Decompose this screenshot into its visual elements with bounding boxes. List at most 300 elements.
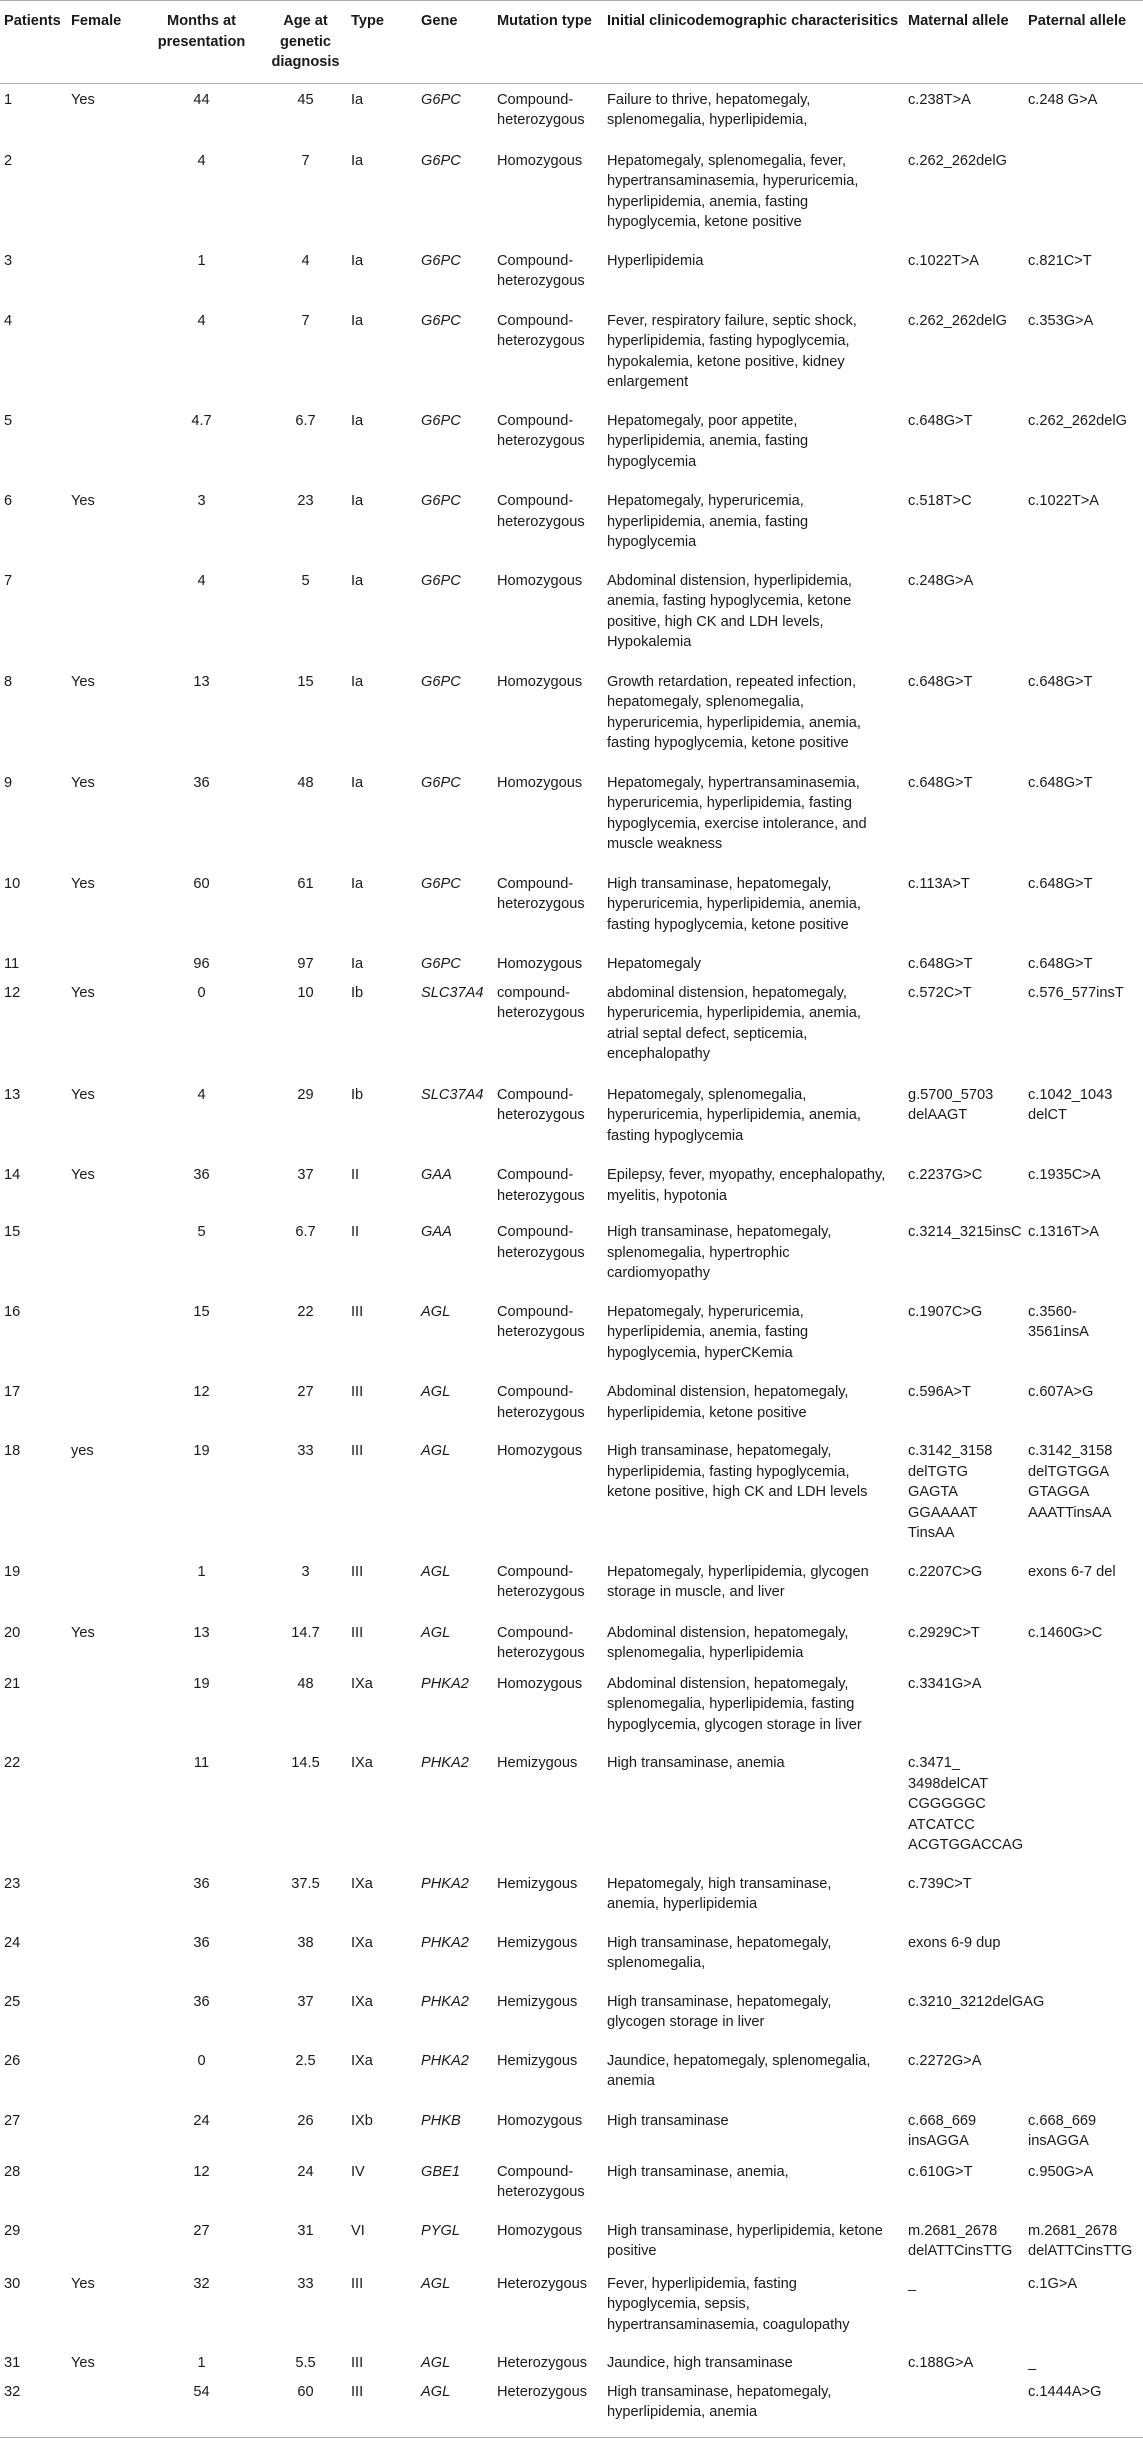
table-row (0, 2045, 1143, 2105)
header-type: Type (347, 1, 417, 84)
cell-gene: GBE1 (421, 2163, 460, 2180)
header-female: Female (67, 1, 139, 84)
cell-maternal-allele: c.113A>T (908, 875, 970, 892)
cell-maternal-allele: c.3210_3212delGAG (908, 1993, 1045, 2010)
cell-age: 31 (297, 2222, 314, 2239)
cell-maternal-allele: c.3471_ 3498delCAT CGGGGGC ATCATCC ACGTGGACCAG (908, 1755, 1024, 1853)
cell-characteristics: Hepatomegaly, hypertransaminasemia, hyperuricemia, hyperlipidemia, fasting hypoglycemia, exercise intolerance, and muscle weakness (607, 774, 867, 852)
cell-type: IXa (351, 1993, 373, 2010)
cell-months: 13 (193, 1624, 210, 1641)
cell-months: 36 (193, 774, 210, 791)
cell-gene: G6PC (421, 956, 461, 972)
cell-maternal-allele: exons 6-9 dup (908, 1934, 1001, 1951)
cell-female: Yes (71, 774, 95, 791)
cell-months: 24 (193, 2112, 210, 2129)
cell-patient: 29 (4, 2222, 21, 2239)
cell-mutation-type: Hemizygous (497, 1993, 578, 2010)
cell-maternal-allele: _ (908, 2275, 917, 2292)
cell-patient: 15 (4, 1224, 21, 1240)
cell-characteristics: High transaminase, hepatomegaly, hyperlipidemia, anemia (603, 2376, 904, 2438)
cell-gene: AGL (421, 1303, 451, 1320)
cell-age: 4 (301, 252, 310, 269)
cell-maternal-allele: c.518T>C (908, 493, 972, 509)
cell-type: Ia (351, 673, 364, 690)
cell-patient: 25 (4, 1993, 21, 2010)
cell-age: 15 (297, 673, 314, 690)
cell-months: 32 (193, 2275, 210, 2292)
cell-gene: G6PC (421, 673, 461, 690)
cell-age: 45 (297, 91, 314, 108)
cell-female: Yes (71, 1167, 95, 1183)
cell-type: III (351, 1443, 364, 1459)
cell-mutation-type: Heterozygous (493, 2376, 603, 2438)
cell-gene: PHKA2 (421, 1675, 469, 1692)
cell-patient: 32 (0, 2376, 67, 2438)
cell-months: 1 (197, 1563, 206, 1580)
cell-paternal-allele: c.648G>T (1028, 673, 1093, 690)
cell-characteristics: High transaminase, hepatomegaly, glycogen storage in liver (607, 1993, 832, 2030)
cell-maternal-allele: c.262_262delG (908, 312, 1007, 329)
table-row (0, 2156, 1143, 2215)
cell-type: IXb (351, 2112, 373, 2129)
cell-paternal-allele (1024, 1747, 1143, 1868)
cell-age: 29 (297, 1086, 314, 1103)
cell-mutation-type: Compound- heterozygous (497, 91, 585, 128)
cell-type: Ib (351, 984, 364, 1001)
cell-age: 48 (297, 774, 314, 791)
cell-mutation-type: Homozygous (497, 2222, 583, 2239)
cell-gene: AGL (421, 1443, 451, 1459)
cell-type: III (351, 2355, 364, 2371)
cell-characteristics: Hepatomegaly, hyperlipidemia, glycogen storage in muscle, and liver (607, 1563, 869, 1600)
cell-paternal-allele: c.648G>T (1028, 774, 1093, 791)
cell-gene: AGL (421, 2275, 451, 2292)
cell-type: III (351, 1303, 364, 1320)
cell-gene: AGL (421, 1624, 451, 1641)
cell-maternal-allele: c.572C>T (908, 984, 972, 1001)
cell-characteristics: Jaundice, hepatomegaly, splenomegalia, anemia (607, 2052, 871, 2089)
cell-paternal-allele: c.1316T>A (1028, 1224, 1099, 1240)
cell-type: III (351, 1624, 364, 1641)
cell-age: 37 (297, 1167, 314, 1183)
cell-female: Yes (71, 1086, 95, 1103)
cell-gene: PHKA2 (421, 1993, 469, 2010)
cell-paternal-allele: c.3142_3158 delTGTGGA GTAGGA AAATTinsAA (1028, 1443, 1113, 1521)
cell-maternal-allele: c.648G>T (908, 956, 973, 972)
cell-age: 48 (297, 1675, 314, 1692)
table-row (0, 767, 1143, 868)
cell-type: Ia (351, 493, 364, 509)
cell-female (67, 1986, 139, 2045)
table-row (0, 1216, 1143, 1296)
cell-months: 4.7 (191, 412, 212, 429)
cell-mutation-type: Homozygous (497, 2112, 583, 2129)
cell-female: Yes (71, 1624, 95, 1641)
table-row (0, 1617, 1143, 1668)
cell-paternal-allele (1024, 1927, 1143, 1986)
cell-female: Yes (71, 984, 95, 1001)
header-patients: Patients (0, 1, 67, 84)
cell-patient: 26 (4, 2052, 21, 2069)
cell-type: III (351, 2275, 364, 2292)
cell-patient: 5 (4, 412, 13, 429)
cell-type: Ib (351, 1086, 364, 1103)
cell-patient: 21 (4, 1675, 21, 1692)
cell-months: 36 (193, 1167, 210, 1183)
cell-characteristics: Abdominal distension, hepatomegaly, splenomegalia, hyperlipidemia (607, 1624, 849, 1661)
table-row (0, 1296, 1143, 1377)
cell-type: Ia (351, 91, 364, 108)
cell-paternal-allele: _ (1028, 2355, 1037, 2371)
cell-maternal-allele: g.5700_5703 delAAGT (908, 1086, 994, 1123)
cell-female (67, 1747, 139, 1868)
cell-months: 12 (193, 2163, 210, 2180)
cell-maternal-allele: c.610G>T (908, 2163, 973, 2180)
cell-patient: 28 (4, 2163, 21, 2180)
cell-maternal-allele: c.238T>A (908, 91, 971, 108)
cell-age: 26 (297, 2112, 314, 2129)
table-row (0, 565, 1143, 666)
cell-paternal-allele: c.607A>G (1028, 1384, 1094, 1400)
cell-type: Ia (351, 774, 364, 791)
cell-female (67, 565, 139, 666)
cell-type: II (351, 1167, 360, 1183)
cell-characteristics: Hepatomegaly, high transaminase, anemia, hyperlipidemia (607, 1875, 832, 1912)
cell-mutation-type: Homozygous (497, 1443, 583, 1459)
cell-paternal-allele (1024, 2045, 1143, 2105)
header-row (0, 1, 1143, 84)
cell-months: 1 (197, 2355, 206, 2371)
cell-paternal-allele: c.576_577insT (1028, 984, 1124, 1001)
cell-age: 10 (297, 984, 314, 1001)
cell-characteristics: Hepatomegaly, splenomegalia, fever, hypertransaminasemia, hyperuricemia, hyperlipidemia, anemia, fasting hypoglycemia, ketone positive (607, 152, 859, 230)
cell-maternal-allele (904, 2376, 1024, 2438)
cell-age: 38 (297, 1934, 314, 1951)
cell-patient: 6 (4, 493, 13, 509)
cell-mutation-type: Compound- heterozygous (497, 2163, 585, 2200)
cell-patient: 30 (4, 2275, 21, 2292)
cell-maternal-allele: c.2272G>A (908, 2052, 982, 2069)
cell-characteristics: Hyperlipidemia (607, 252, 704, 269)
cell-type: III (351, 1563, 364, 1580)
cell-type: III (351, 1384, 364, 1400)
cell-type: Ia (351, 152, 364, 169)
cell-characteristics: High transaminase, anemia, (607, 2163, 789, 2180)
cell-age: 61 (297, 875, 314, 892)
cell-female: Yes (71, 673, 95, 690)
cell-gene: G6PC (421, 493, 461, 509)
cell-patient: 27 (4, 2112, 21, 2129)
cell-patient: 1 (4, 91, 13, 108)
cell-mutation-type: Hemizygous (497, 1875, 578, 1892)
cell-type: VI (351, 2222, 365, 2239)
cell-age: 7 (301, 152, 310, 169)
cell-maternal-allele: c.648G>T (908, 673, 973, 690)
cell-characteristics: Abdominal distension, hyperlipidemia, anemia, fasting hypoglycemia, ketone positive, high CK and LDH levels, Hypokalemia (607, 572, 852, 650)
cell-characteristics: Hepatomegaly (607, 956, 702, 972)
cell-gene: SLC37A4 (421, 984, 484, 1001)
table-row (0, 83, 1143, 145)
cell-months: 4 (197, 152, 206, 169)
cell-type: IXa (351, 1934, 373, 1951)
cell-mutation-type: Compound- heterozygous (497, 1303, 585, 1340)
cell-age: 24 (297, 2163, 314, 2180)
cell-characteristics: Hepatomegaly, poor appetite, hyperlipidemia, anemia, fasting hypoglycemia (607, 412, 809, 470)
table-row (0, 868, 1143, 949)
cell-paternal-allele: c.262_262delG (1028, 412, 1127, 429)
cell-type: Ia (351, 412, 364, 429)
cell-mutation-type: Compound- heterozygous (497, 312, 585, 349)
cell-gene: G6PC (421, 312, 461, 329)
cell-months: 44 (193, 91, 210, 108)
cell-female (67, 2045, 139, 2105)
cell-months: 5 (197, 1224, 206, 1240)
cell-gene: PHKA2 (421, 1755, 469, 1771)
cell-months: 15 (193, 1303, 210, 1320)
cell-type: Ia (351, 252, 364, 269)
cell-paternal-allele: c.3560- 3561insA (1028, 1303, 1089, 1340)
cell-mutation-type: Compound- heterozygous (497, 1167, 585, 1204)
cell-characteristics: Hepatomegaly, hyperuricemia, hyperlipidemia, anemia, fasting hypoglycemia, hyperCKemia (607, 1303, 809, 1361)
cell-mutation-type: Compound- heterozygous (497, 252, 585, 289)
cell-female: Yes (71, 91, 95, 108)
cell-mutation-type: Compound- heterozygous (497, 1086, 585, 1123)
cell-patient: 2 (4, 152, 13, 169)
cell-mutation-type: Compound- heterozygous (497, 1224, 585, 1261)
cell-characteristics: Abdominal distension, hepatomegaly, splenomegalia, hyperlipidemia, fasting hypoglycemia, glycogen storage in liver (607, 1675, 862, 1733)
cell-gene: GAA (421, 1167, 452, 1183)
cell-maternal-allele: c.2237G>C (908, 1167, 983, 1183)
cell-months: 36 (193, 1875, 210, 1892)
cell-type: IXa (351, 1875, 373, 1892)
cell-female (67, 1668, 139, 1748)
cell-maternal-allele: c.668_669 insAGGA (908, 2112, 977, 2149)
cell-gene: PYGL (421, 2222, 460, 2239)
cell-maternal-allele: c.3142_3158 delTGTG GAGTA GGAAAAT TinsAA (908, 1443, 993, 1541)
cell-maternal-allele: c.596A>T (908, 1384, 971, 1400)
table-row (0, 666, 1143, 767)
cell-months: 0 (197, 2052, 206, 2069)
cell-type: Ia (351, 956, 364, 972)
cell-paternal-allele: m.2681_2678 delATTCinsTTG (1028, 2222, 1133, 2259)
cell-mutation-type: Compound- heterozygous (497, 412, 585, 449)
cell-gene: G6PC (421, 252, 461, 269)
cell-paternal-allele: c.1935C>A (1028, 1167, 1101, 1183)
cell-gene: SLC37A4 (421, 1086, 484, 1103)
cell-months: 36 (193, 1934, 210, 1951)
cell-age: 33 (297, 1443, 314, 1459)
cell-maternal-allele: c.3214_3215insC (908, 1224, 1022, 1240)
cell-months: 4 (197, 572, 206, 589)
cell-patient: 20 (4, 1624, 21, 1641)
cell-gene: G6PC (421, 412, 461, 429)
cell-gene: G6PC (421, 774, 461, 791)
table-row (0, 1435, 1143, 1556)
table-row (0, 977, 1143, 1079)
cell-female (67, 2215, 139, 2268)
cell-paternal-allele: exons 6-7 del (1028, 1563, 1116, 1580)
cell-paternal-allele (1024, 1868, 1143, 1927)
cell-patient: 16 (4, 1303, 21, 1320)
cell-paternal-allele: c.1022T>A (1028, 493, 1099, 509)
cell-female (67, 1556, 139, 1617)
cell-female (67, 1868, 139, 1927)
cell-female (67, 1927, 139, 1986)
table-row (0, 305, 1143, 405)
cell-type: IXa (351, 1755, 373, 1771)
cell-months: 19 (193, 1443, 210, 1459)
table-row (0, 485, 1143, 565)
cell-mutation-type: Heterozygous (497, 2355, 588, 2371)
cell-maternal-allele: c.2929C>T (908, 1624, 980, 1641)
cell-gene: PHKA2 (421, 1934, 469, 1951)
cell-age: 33 (297, 2275, 314, 2292)
cell-paternal-allele: c.950G>A (1028, 2163, 1094, 2180)
cell-maternal-allele: c.248G>A (908, 572, 974, 589)
cell-gene: PHKB (421, 2112, 461, 2129)
cell-patient: 13 (4, 1086, 21, 1103)
cell-characteristics: Failure to thrive, hepatomegaly, splenomegalia, hyperlipidemia, (607, 91, 811, 128)
cell-female (67, 245, 139, 305)
header-age: Age at genetic diagnosis (263, 1, 347, 84)
cell-mutation-type: Homozygous (497, 152, 583, 169)
cell-characteristics: abdominal distension, hepatomegaly, hyperuricemia, hyperlipidemia, anemia, atrial septal defect, septicemia, encephalopathy (607, 984, 861, 1062)
cell-paternal-allele: c.668_669 insAGGA (1028, 2112, 1097, 2149)
cell-mutation-type: Hemizygous (497, 2052, 578, 2069)
cell-mutation-type: Homozygous (497, 572, 583, 589)
cell-gene: GAA (421, 1224, 452, 1240)
cell-months: 54 (139, 2376, 263, 2438)
cell-maternal-allele: c.739C>T (908, 1875, 972, 1892)
cell-patient: 19 (4, 1563, 21, 1580)
header-months: Months at presentation (139, 1, 263, 84)
cell-age: 5 (301, 572, 310, 589)
cell-type: Ia (351, 875, 364, 892)
cell-patient: 11 (4, 956, 20, 972)
cell-gene: PHKA2 (421, 2052, 469, 2069)
cell-characteristics: High transaminase (607, 2112, 729, 2129)
cell-type: Ia (351, 312, 364, 329)
cell-age: 60 (263, 2376, 347, 2438)
cell-mutation-type: Compound- heterozygous (497, 1624, 585, 1661)
header-gene: Gene (417, 1, 493, 84)
table-row (0, 1668, 1143, 1748)
cell-age: 37.5 (291, 1875, 320, 1892)
cell-female (67, 948, 139, 977)
cell-age: 5.5 (295, 2355, 316, 2371)
table-row (0, 405, 1143, 486)
cell-characteristics: Fever, respiratory failure, septic shock, hyperlipidemia, fasting hypoglycemia, hypokalemia, ketone positive, kidney enlargement (607, 312, 857, 390)
cell-mutation-type: Hemizygous (497, 1934, 578, 1951)
cell-characteristics: Epilepsy, fever, myopathy, encephalopathy, myelitis, hypotonia (607, 1167, 886, 1204)
cell-paternal-allele: c.1042_1043 delCT (1028, 1086, 1113, 1123)
cell-patient: 17 (4, 1384, 21, 1400)
cell-age: 97 (297, 956, 314, 972)
cell-months: 27 (193, 2222, 210, 2239)
cell-characteristics: High transaminase, hyperlipidemia, ketone positive (607, 2222, 883, 2259)
cell-patient: 3 (4, 252, 13, 269)
cell-months: 60 (193, 875, 210, 892)
cell-age: 27 (297, 1384, 314, 1400)
cell-patient: 14 (4, 1167, 21, 1183)
cell-type: Ia (351, 572, 364, 589)
header-characteristics: Initial clinicodemographic characterisitics (603, 1, 904, 84)
table-row (0, 2215, 1143, 2268)
cell-months: 4 (197, 1086, 206, 1103)
cell-maternal-allele: c.1022T>A (908, 252, 979, 269)
cell-patient: 10 (4, 875, 21, 892)
cell-paternal-allele: c.353G>A (1028, 312, 1094, 329)
cell-female (67, 145, 139, 245)
cell-paternal-allele: c.1460G>C (1028, 1624, 1103, 1641)
cell-mutation-type: compound- heterozygous (497, 984, 585, 1021)
cell-age: 6.7 (295, 1224, 316, 1240)
cell-gene: G6PC (421, 152, 461, 169)
cell-months: 0 (197, 984, 206, 1001)
cell-female: Yes (71, 2275, 95, 2292)
cell-age: 37 (297, 1993, 314, 2010)
cell-gene: AGL (421, 2355, 451, 2371)
cell-characteristics: Abdominal distension, hepatomegaly, hyperlipidemia, ketone positive (607, 1384, 849, 1421)
cell-paternal-allele (1024, 565, 1143, 666)
cell-mutation-type: Homozygous (497, 673, 583, 690)
cell-patient: 18 (4, 1443, 21, 1459)
table-row (0, 1556, 1143, 1617)
cell-characteristics: Fever, hyperlipidemia, fasting hypoglycemia, sepsis, hypertransaminasemia, coagulopathy (607, 2275, 850, 2333)
cell-paternal-allele (1024, 1668, 1143, 1748)
cell-paternal-allele: c.648G>T (1028, 875, 1093, 892)
table-row (0, 948, 1143, 977)
cell-age: 22 (297, 1303, 314, 1320)
cell-patient: 4 (4, 312, 13, 329)
cell-months: 19 (193, 1675, 210, 1692)
cell-female (67, 2105, 139, 2156)
table-row (0, 145, 1143, 245)
cell-paternal-allele: c.1444A>G (1024, 2376, 1143, 2438)
header-mutation-type: Mutation type (493, 1, 603, 84)
table-row (0, 245, 1143, 305)
header-paternal-allele: Paternal allele (1024, 1, 1143, 84)
cell-maternal-allele: c.188G>A (908, 2355, 974, 2371)
cell-age: 6.7 (295, 412, 316, 429)
cell-type: II (351, 1224, 360, 1240)
cell-female (67, 1296, 139, 1377)
cell-female: yes (71, 1443, 94, 1459)
header-maternal-allele: Maternal allele (904, 1, 1024, 84)
table-row (0, 1079, 1143, 1160)
cell-female: Yes (71, 875, 95, 892)
cell-gene: G6PC (421, 572, 461, 589)
cell-maternal-allele: c.648G>T (908, 774, 973, 791)
cell-mutation-type: Homozygous (497, 1675, 583, 1692)
table-row (0, 1747, 1143, 1868)
cell-characteristics: Jaundice, high transaminase (607, 2355, 793, 2371)
cell-characteristics: High transaminase, hepatomegaly, splenomegalia, hypertrophic cardiomyopathy (607, 1224, 832, 1281)
cell-gene: AGL (417, 2376, 493, 2438)
cell-months: 96 (193, 956, 210, 972)
cell-age: 23 (297, 493, 314, 509)
cell-female (67, 2156, 139, 2215)
cell-mutation-type: Compound- heterozygous (497, 1384, 585, 1421)
cell-months: 4 (197, 312, 206, 329)
table-row (0, 1927, 1143, 1986)
cell-patient: 24 (4, 1934, 21, 1951)
cell-age: 2.5 (295, 2052, 316, 2069)
cell-mutation-type: Homozygous (497, 774, 583, 791)
cell-gene: PHKA2 (421, 1875, 469, 1892)
cell-maternal-allele: c.3341G>A (908, 1675, 982, 1692)
table-row (0, 1986, 1143, 2045)
